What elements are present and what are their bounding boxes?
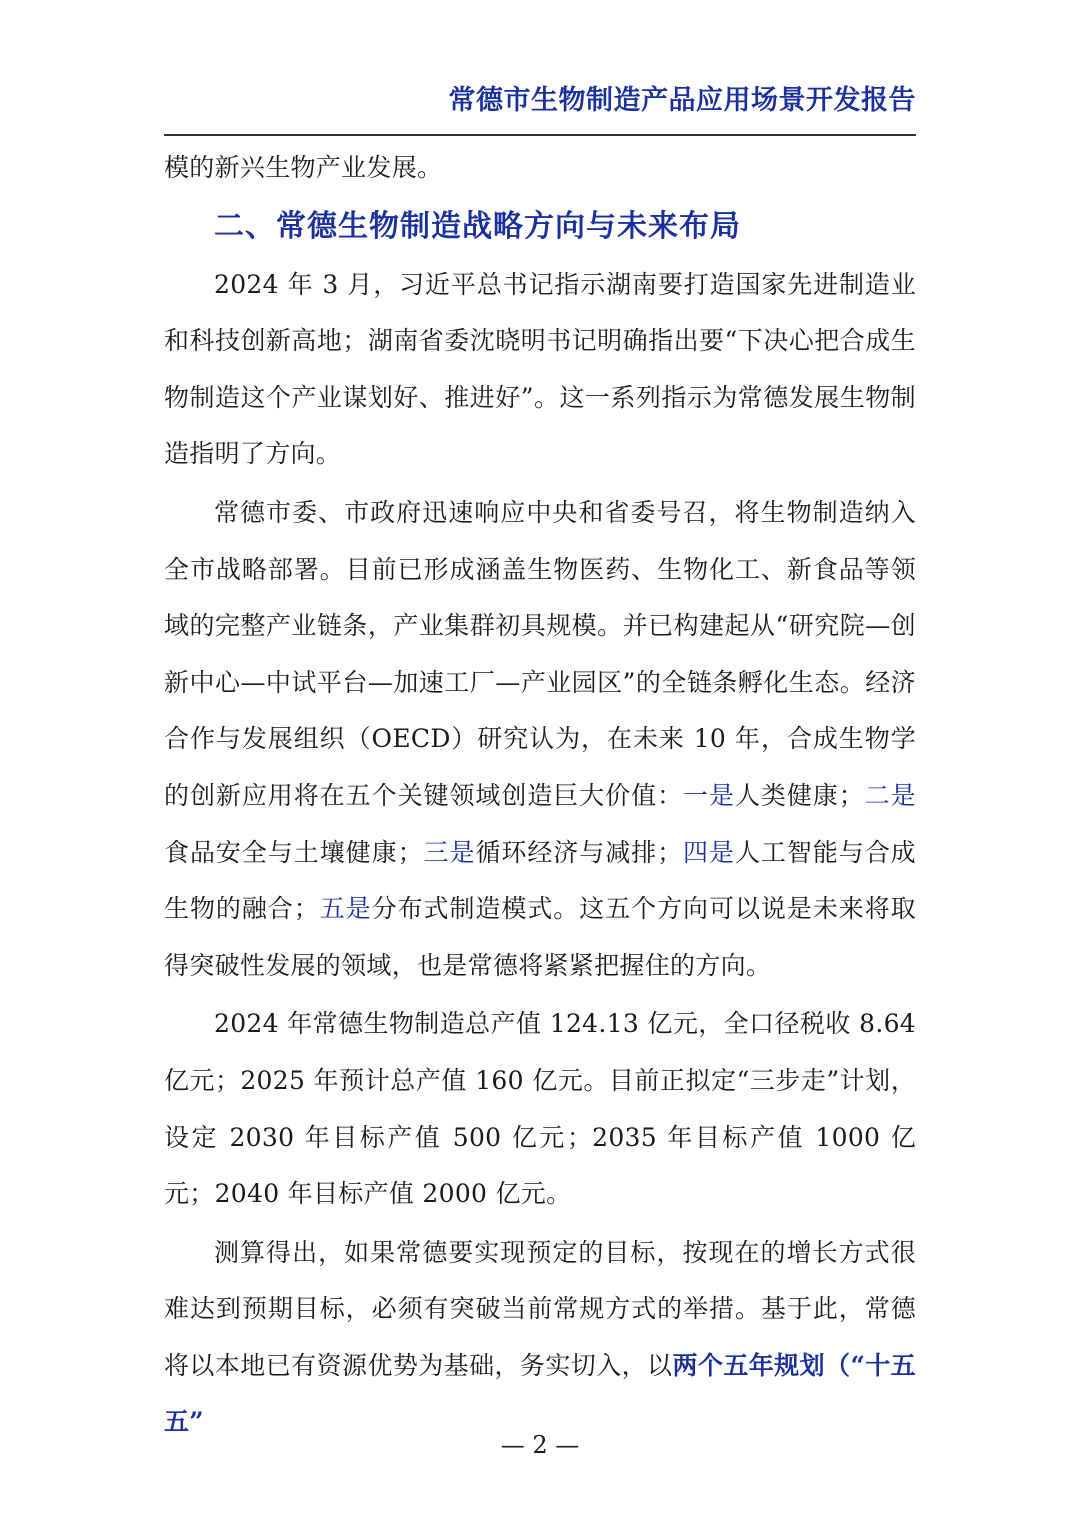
paragraph-4 [164, 1225, 916, 1451]
p4-text-1: 测算得出，如果常德要实现预定的目标，按现在的增长方式很难达到预期目标，必须有突破当前常规方式的举措。基于此，常德将以本地已有资源优势为基础，务实切入，以 [164, 1237, 916, 1380]
page-number: — 2 — [500, 1431, 580, 1459]
p2-text-5: 人工智能与合成生物的融合； [164, 837, 916, 924]
p4-bold-phrase: 两个五年规划（“十五五” [164, 1350, 916, 1437]
p2-keyword-2: 二是 [864, 780, 916, 810]
running-header: 常德市生物制造产品应用场景开发报告 [448, 85, 916, 116]
p2-text-2: 人类健康； [734, 780, 865, 810]
header-divider [164, 134, 916, 136]
p2-text-6: 分布式制造模式。这五个方向可以说是未来将取得突破性发展的领域，也是常德将紧紧把握住的方向。 [164, 894, 916, 980]
p2-keyword-3: 三是 [422, 837, 476, 867]
p2-text-3: 食品安全与土壤健康； [164, 837, 423, 867]
p2-keyword-5: 五是 [319, 894, 372, 924]
paragraph-2 [164, 485, 916, 994]
paragraph-1: 2024 年 3 月，习近平总书记指示湖南要打造国家先进制造业和科技创新高地；湖南省委沈晓明书记明确指出要“下决心把合成生物制造这个产业谋划好、推进好”。这一系列指示为常德发展生物制造指明了方向。 [164, 269, 916, 469]
paragraph-continuation: 模的新兴生物产业发展。 [164, 153, 443, 182]
section-heading: 二、常德生物制造战略方向与未来布局 [214, 208, 741, 244]
paragraph-3: 2024 年常德生物制造总产值 124.13 亿元，全口径税收 8.64 亿元；2025 年预计总产值 160 亿元。目前正拟定“三步走”计划，设定 2030 年目标产值 500 亿元；2035 年目标产值 1000 亿元；2040 年目标产值 2000 亿元。 [164, 1009, 916, 1209]
p2-text-1: 常德市委、市政府迅速响应中央和省委号召，将生物制造纳入全市战略部署。目前已形成涵盖生物医药、生物化工、新食品等领域的完整产业链条，产业集群初具规模。并已构建起从“研究院—创新中心—中试平台—加速工厂—产业园区”的全链条孵化生态。经济合作与发展组织（OECD）研究认为，在未来 10 年，合成生物学的创新应用将在五个关键领域创造巨大价值： [164, 497, 916, 810]
p2-text-4: 循环经济与减排； [475, 837, 683, 867]
p2-keyword-1: 一是 [683, 780, 735, 810]
document-body [164, 140, 916, 1451]
p2-keyword-4: 四是 [682, 837, 735, 867]
